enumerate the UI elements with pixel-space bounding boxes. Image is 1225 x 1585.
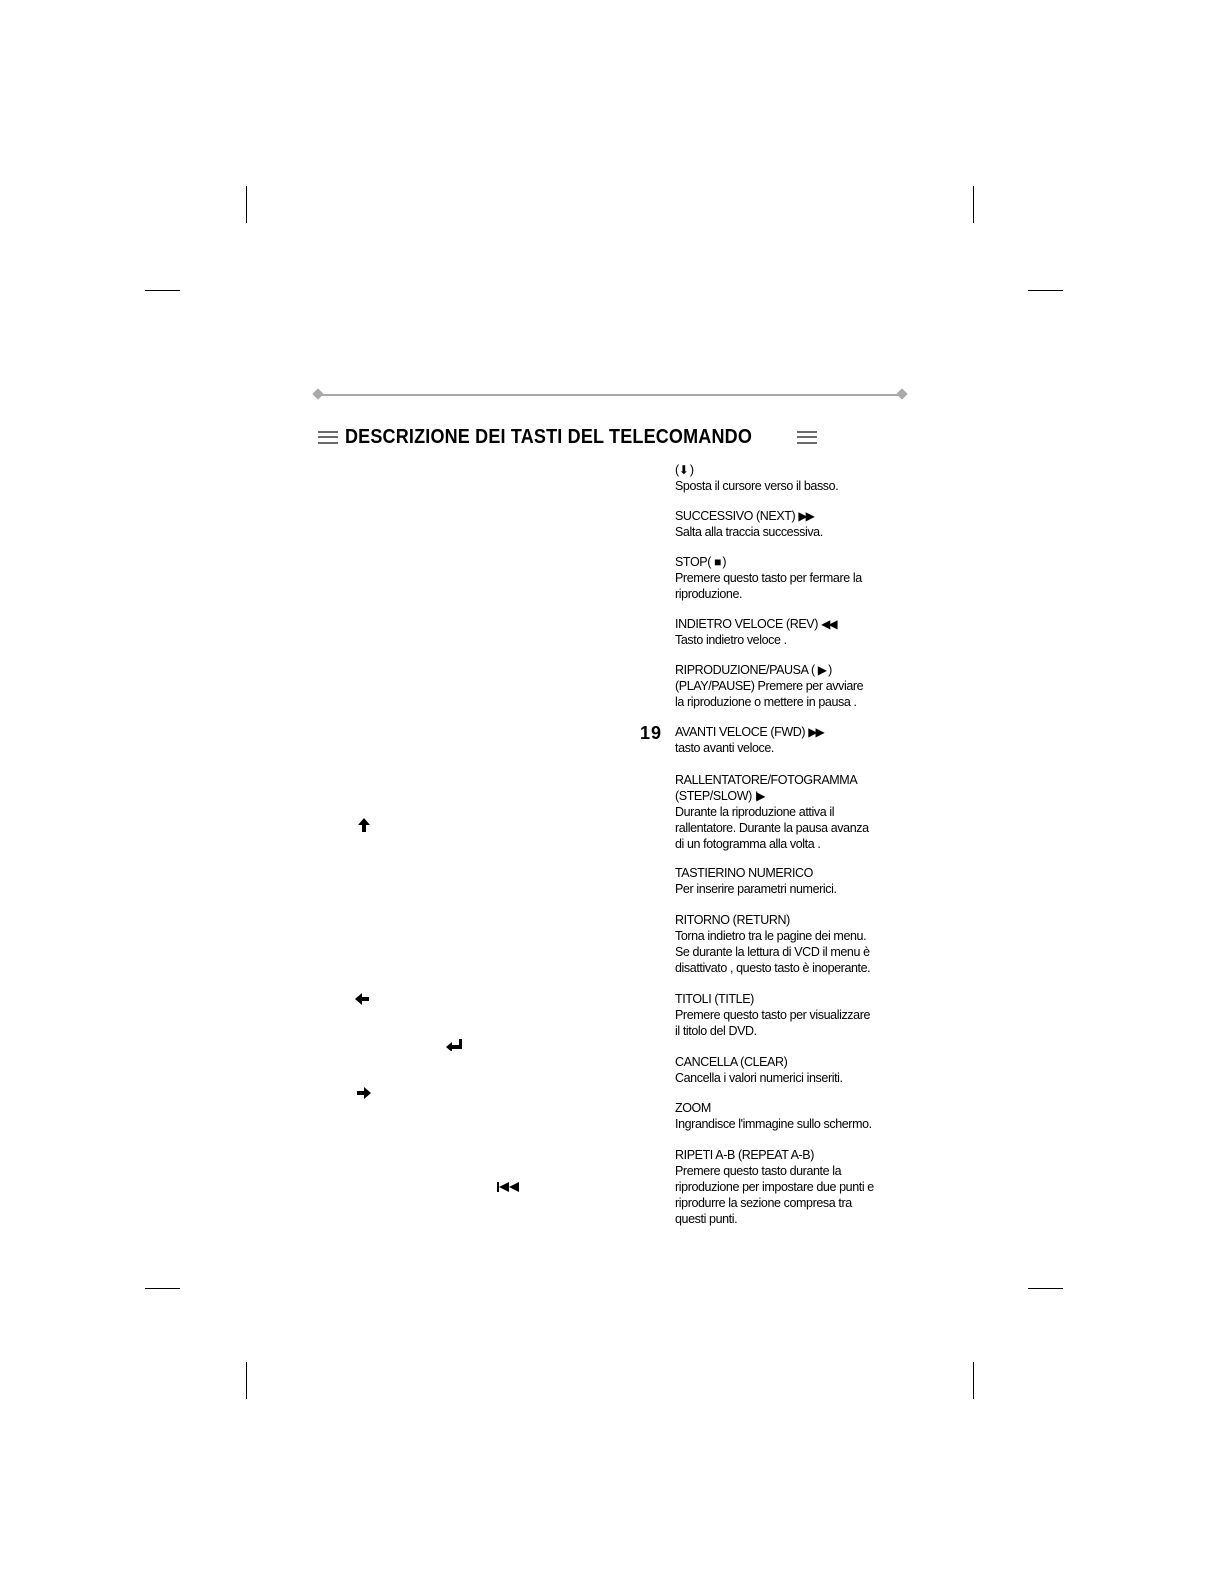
rewind-icon: ◀◀ (821, 617, 836, 631)
entry-play-pause-desc-line-1: (PLAY/PAUSE) Premere per avviare (675, 679, 864, 693)
entry-repeat-ab (675, 1147, 915, 1227)
entry-play-pause-head: RIPRODUZIONE/PAUSA ( ▶ ) (675, 663, 832, 677)
entry-title-desc-line-1: Premere questo tasto per visualizzare (675, 1008, 871, 1022)
entry-title-desc-line-2: il titolo del DVD. (675, 1024, 757, 1038)
entry-clear-head: CANCELLA (CLEAR) (675, 1055, 788, 1069)
crop-mark-top-right-vertical (973, 186, 974, 223)
crop-mark-bottom-right-horizontal (1028, 1288, 1063, 1289)
entry-down (675, 462, 915, 494)
entry-return-desc-line-3: disattivato , questo tasto è inoperante. (675, 961, 871, 975)
entry-fwd-desc: tasto avanti veloce. (675, 741, 775, 755)
entry-rev-head: INDIETRO VELOCE (REV) ◀◀ (675, 617, 836, 631)
crop-mark-top-left-horizontal (145, 290, 180, 291)
entry-next-desc: Salta alla traccia successiva. (675, 525, 823, 539)
entry-step-slow-desc-line-2: rallentatore. Durante la pausa avanza (675, 821, 869, 835)
entry-step-slow-head: RALLENTATORE/FOTOGRAMMA (675, 773, 858, 787)
fast-forward-icon: ▶▶ (798, 509, 813, 523)
entry-clear (675, 1054, 915, 1086)
crop-mark-bottom-right-vertical (973, 1362, 974, 1399)
header-rule-left-diamond (312, 388, 323, 399)
section-title: DESCRIZIONE DEI TASTI DEL TELECOMANDO (345, 425, 753, 448)
entry-next-head: SUCCESSIVO (NEXT) ▶▶ (675, 509, 813, 523)
entry-return-desc-line-2: Se durante la lettura di VCD il menu è (675, 945, 870, 959)
fast-forward-icon: ▶▶ (808, 725, 823, 739)
entry-down-desc: Sposta il cursore verso il basso. (675, 479, 839, 493)
entry-title (675, 991, 915, 1039)
right-arrow-icon (357, 1087, 371, 1101)
entry-next (675, 508, 915, 540)
entry-return-desc-line-1: Torna indietro tra le pagine dei menu. (675, 929, 867, 943)
entry-play-pause-desc-line-2: la riproduzione o mettere in pausa . (675, 695, 857, 709)
entry-stop-desc-line-1: Premere questo tasto per fermare la (675, 571, 862, 585)
entry-numeric-keypad-head: TASTIERINO NUMERICO (675, 866, 814, 880)
entry-title-head: TITOLI (TITLE) (675, 992, 754, 1006)
crop-mark-bottom-left-vertical (246, 1362, 247, 1399)
entry-clear-desc: Cancella i valori numerici inseriti. (675, 1071, 843, 1085)
entry-return (675, 912, 915, 976)
crop-mark-bottom-left-horizontal (145, 1288, 180, 1289)
entry-zoom-head: ZOOM (675, 1101, 711, 1115)
title-decoration-right-icon (797, 431, 817, 444)
entry-repeat-ab-desc-line-3: riprodurre la sezione compresa tra (675, 1196, 852, 1210)
entry-numeric-keypad (675, 865, 915, 897)
header-rule-right-diamond (896, 388, 907, 399)
entry-stop (675, 554, 915, 602)
entry-stop-head: STOP( ■ ) (675, 555, 727, 569)
left-arrow-icon (355, 993, 369, 1007)
entry-repeat-ab-desc-line-4: questi punti. (675, 1212, 738, 1226)
entry-stop-desc-line-2: riproduzione. (675, 587, 743, 601)
entry-zoom (675, 1100, 915, 1132)
entry-step-slow (675, 772, 915, 852)
entry-return-head: RITORNO (RETURN) (675, 913, 790, 927)
entry-step-slow-desc-line-1: Durante la riproduzione attiva il (675, 805, 835, 819)
entry-step-slow-desc-line-3: di un fotogramma alla volta . (675, 837, 821, 851)
stop-icon: ■ (714, 555, 720, 569)
up-arrow-icon (358, 818, 370, 834)
step-icon: I▶ (754, 789, 764, 803)
play-icon: ▶ (817, 663, 826, 677)
crop-mark-top-left-vertical (246, 186, 247, 223)
entry-repeat-ab-desc-line-1: Premere questo tasto durante la (675, 1164, 842, 1178)
entry-rev-desc: Tasto indietro veloce . (675, 633, 787, 647)
entry-fwd-head: AVANTI VELOCE (FWD) ▶▶ (675, 725, 823, 739)
header-rule (318, 394, 902, 396)
entry-down-head: (⬇ ) (675, 463, 694, 477)
title-decoration-left-icon (318, 431, 338, 444)
entry-numeric-keypad-desc: Per inserire parametri numerici. (675, 882, 837, 896)
enter-icon (446, 1039, 462, 1053)
section-title-bar (318, 425, 817, 449)
entry-play-pause (675, 662, 915, 710)
crop-mark-top-right-horizontal (1028, 290, 1063, 291)
entry-repeat-ab-desc-line-2: riproduzione per impostare due punti e (675, 1180, 874, 1194)
entry-rev (675, 616, 915, 648)
entry-zoom-desc: Ingrandisce l'immagine sullo schermo. (675, 1117, 872, 1131)
previous-track-icon (497, 1180, 523, 1194)
page-number: 19 (640, 723, 663, 743)
down-arrow-icon: ⬇ (678, 463, 687, 477)
entry-repeat-ab-head: RIPETI A-B (REPEAT A-B) (675, 1148, 814, 1162)
entry-fwd (675, 724, 915, 756)
entry-step-slow-head-2: (STEP/SLOW) I▶ (675, 789, 764, 803)
